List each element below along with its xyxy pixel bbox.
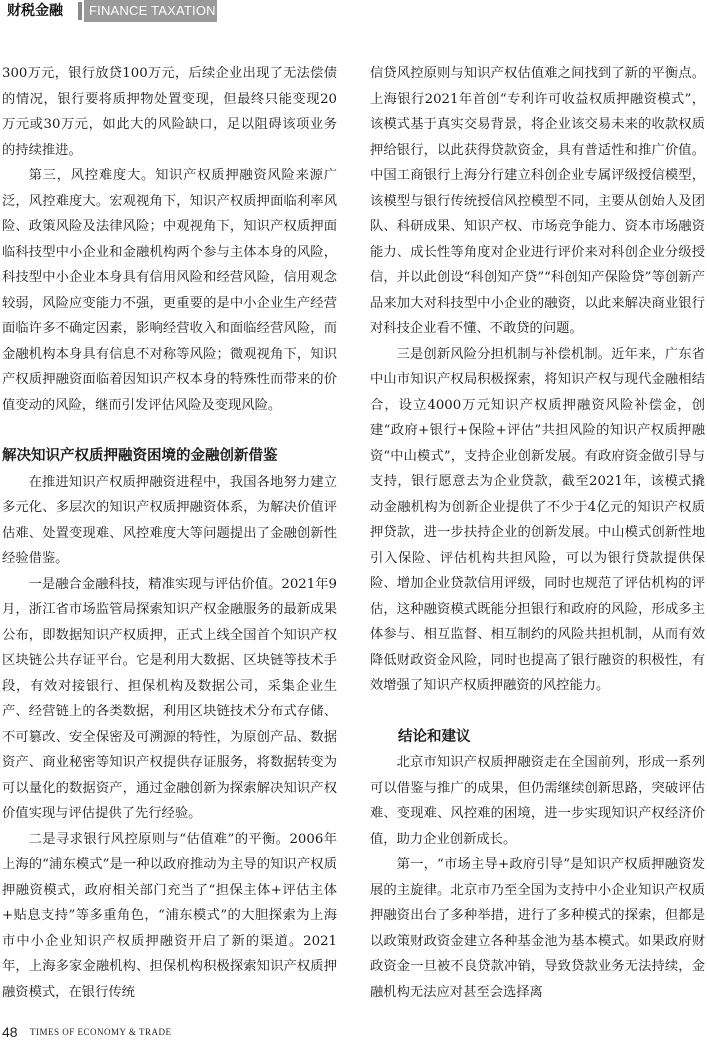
paragraph: 一是融合金融科技，精准实现与评估价值。2021年9月，浙江省市场监管局探索知识产权金融服务的最新成果公布，即数据知识产权质押，正式上线全国首个知识产权区块链公共存证平台。它是利用大数据、区块链等技术手段，有效对接银行、担保机构及数据公司，采集企业生产、经营链上的各类数据，利用区块链技术分布式存储、不可篡改、安全保密及可溯源的特性，为原创产品、数据资产、商业秘密等知识产权提供存证服务，将数据转变为可以量化的数据资产，通过金融创新为探索解决知识产权价值实现与评估提供了先行经验。 — [2, 576, 337, 821]
paragraph: 二是寻求银行风控原则与“估值难”的平衡。2006年上海的“浦东模式”是一种以政府推动为主导的知识产权质押融资模式，政府相关部门充当了“担保主体+评估主体+贴息支持”等多重角色，“浦东模式”的大胆探索为上海市中小企业知识产权质押融资开启了新的渠道。2021年，上海多家金融机构、担保机构积极探索知识产权质押融资模式，在银行传统 — [2, 831, 337, 1000]
page-footer — [0, 1016, 707, 1046]
journal-name: TIMES OF ECONOMY & TRADE — [30, 1027, 172, 1037]
section-heading: 解决知识产权质押融资困境的金融创新借鉴 — [2, 448, 278, 464]
paragraph: 300万元，银行放贷100万元，后续企业出现了无法偿债的情况，银行要将质押物处置变现，但最终只能变现20万元或30万元，如此大的风险缺口，足以阻碍该项业务的持续推进。 — [2, 66, 337, 158]
paragraph: 第三，风控难度大。知识产权质押融资风险来源广泛，风控难度大。宏观视角下，知识产权质押面临利率风险、政策风险及法律风险；中观视角下，知识产权质押面临科技型中小企业和金融机构两个参与主体本身的风险，科技型中小企业本身具有信用风险和经营风险，信用观念较弱，风险应变能力不强，更重要的是中小企业生产经营面临许多不确定因素，影响经营收入和面临经营风险，而金融机构本身具有信息不对称等风险；微观视角下，知识产权质押融资面临着因知识产权本身的特殊性而带来的价值变动的风险，继而引发评估风险及变现风险。 — [2, 168, 337, 413]
page-number: 48 — [2, 1024, 18, 1040]
section-title-en: FINANCE TAXATION — [84, 0, 217, 22]
section-title-cn: 财税金融 — [0, 0, 85, 22]
page-header — [0, 0, 707, 22]
paragraph: 北京市知识产权质押融资走在全国前列，形成一系列可以借鉴与推广的成果，但仍需继续创新思路，突破评估难、变现难、风控难的困境，进一步实现知识产权经济价值，助力企业创新成长。 — [370, 755, 705, 847]
paragraph: 信贷风控原则与知识产权估值难之间找到了新的平衡点。上海银行2021年首创“专利许可收益权质押融资模式”，该模式基于真实交易背景，将企业该交易未来的收款权质押给银行，以此获得贷款资金，具有普适性和推广价值。中国工商银行上海分行建立科创企业专属评级授信模型，该模型与银行传统授信风控模型不同，主要从创始人及团队、科研成果、知识产权、市场竞争能力、资本市场融资能力、成长性等角度对企业进行评价来对科创企业分级授信，并以此创设“科创知产贷”“科创知产保险贷”等创新产品来加大对科技型中小企业的融资，以此来解决商业银行对科技企业看不懂、不敢贷的问题。 — [370, 66, 705, 336]
left-column — [2, 61, 337, 1005]
section-heading: 结论和建议 — [398, 728, 471, 745]
paragraph: 三是创新风险分担机制与补偿机制。近年来，广东省中山市知识产权局积极探索，将知识产权与现代金融相结合，设立4000万元知识产权质押融资风险补偿金，创建“政府+银行+保险+评估”共担风险的知识产权质押融资“中山模式”，支持企业创新发展。有政府资金做引导与支持，银行愿意去为企业贷款，截至2021年，该模式撬动金融机构为创新企业提供了不少于4亿元的知识产权质押贷款，进一步扶持企业的创新发展。中山模式创新性地引入保险、评估机构共担风险，可以为银行贷款提供保险、增加企业贷款信用评级，同时也规范了评估机构的评估，这种融资模式既能分担银行和政府的风险，形成多主体参与、相互监督、相互制约的风险共担机制，从而有效降低财政资金风险，同时也提高了银行融资的积极性，有效增强了知识产权质押融资的风控能力。 — [370, 346, 705, 693]
paragraph: 第一，“市场主导+政府引导”是知识产权质押融资发展的主旋律。北京市乃至全国为支持中小企业知识产权质押融资出台了多种举措，进行了多种模式的探索，但都是以政策财政资金建立各种基金池为基本模式。如果政府财政资金一旦被不良贷款冲销，导致贷款业务无法持续，金融机构无法应对甚至会选择离 — [370, 857, 705, 1000]
right-column — [370, 61, 705, 1005]
section-divider — [78, 2, 82, 20]
paragraph: 在推进知识产权质押融资进程中，我国各地努力建立多元化、多层次的知识产权质押融资体系，为解决价值评估难、处置变现难、风控难度大等问题提出了金融创新性经验借鉴。 — [2, 474, 337, 566]
